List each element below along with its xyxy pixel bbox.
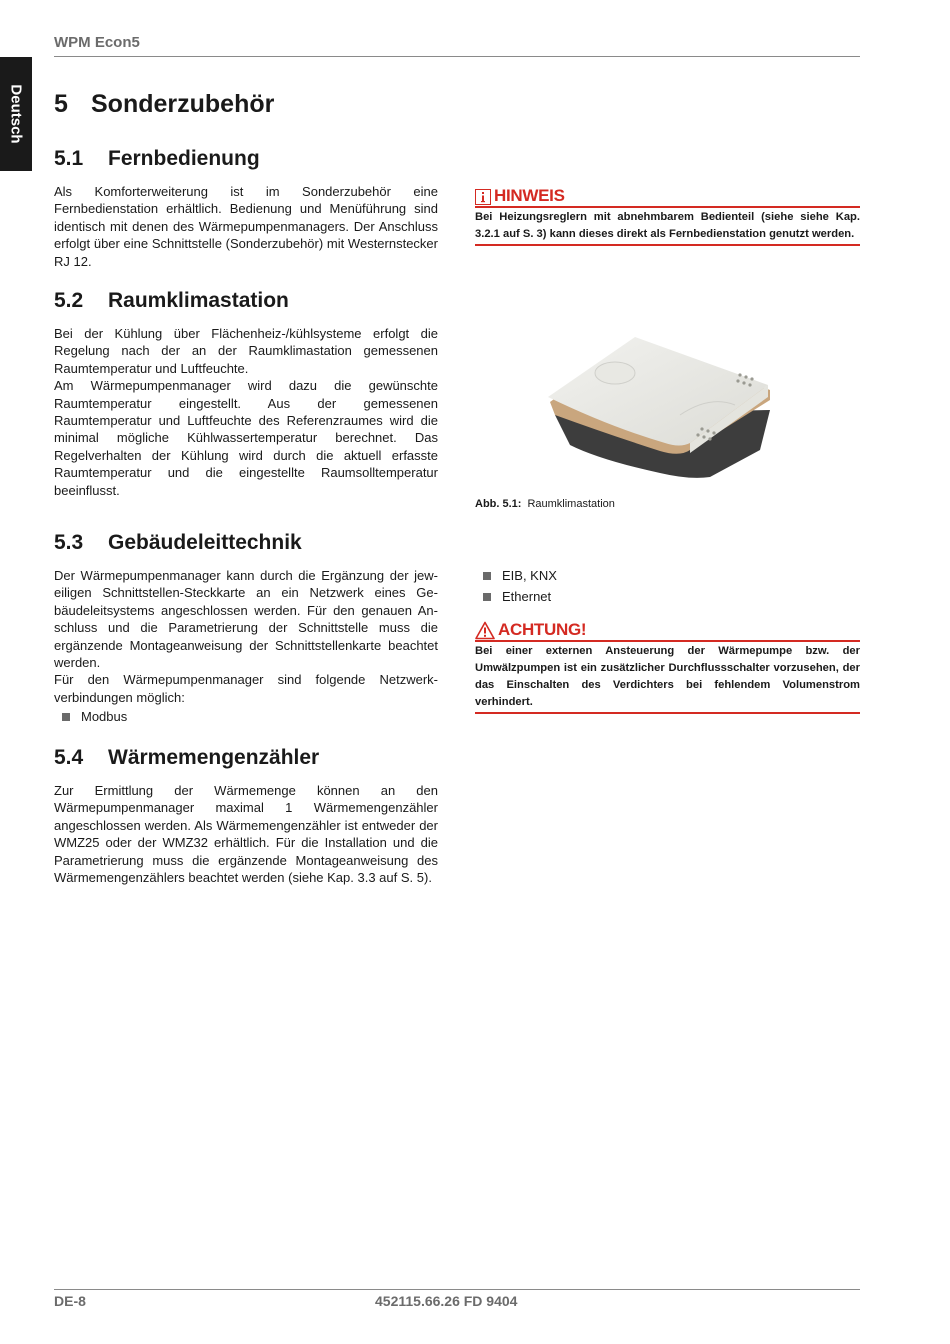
section-heading-5-1 (54, 147, 260, 171)
list-item: EIB, KNX (475, 567, 860, 584)
achtung-notice (475, 620, 860, 714)
achtung-text: Bei einer externen Ansteuerung der Wärmepumpe bzw. der Umwälzpumpen ist ein zusätzlicher Durchflussschalter vorzusehen, der das Einschalten des Verdichters bei fehlendem Volumenstrom verhindert. (475, 645, 860, 708)
section-5-1-body (54, 183, 438, 270)
bullet-square-icon (62, 713, 70, 721)
paragraph: Für den Wärmepumpenmanager sind folgende Netzwerkverbindungen möglich: (54, 672, 438, 705)
list-item: Modbus (54, 708, 438, 725)
section-title: Gebäudeleittechnik (108, 531, 302, 554)
achtung-rule-bottom (475, 712, 860, 714)
section-title: Wärmemengenzähler (108, 746, 320, 769)
list-item: Ethernet (475, 588, 860, 605)
section-title: Raumklimastation (108, 289, 289, 312)
paragraph: Zur Ermittlung der Wärmemenge können an den Wärmepumpenmanager maximal 1 Wärmemengenzähler angeschlossen werden. Als Wärmemengenzähler ist entweder der WMZ25 oder der WMZ32 erhältlich. Für die Installation und die Parametrierung muss die ergänzende Montageanweisung des Wärmemengenzählers beachtet werden (siehe Kap. 3.3 auf S. 5). (54, 783, 438, 886)
hinweis-text: Bei Heizungsreglern mit abnehmbarem Bedienteil (siehe siehe Kap. 3.2.1 auf S. 3) kann dieses direkt als Fernbedienstation genutzt werden. (475, 211, 860, 240)
figure-label: Abb. 5.1: (475, 498, 522, 510)
section-5-2-body (54, 325, 438, 499)
section-5-3-body (54, 567, 438, 726)
paragraph: Der Wärmepumpenmanager kann durch die Ergänzung der jeweiligen Schnittstellen-Steckkarte an ein Netzwerk eines Gebäudeleitsystems angeschlossen werden. Für den genauen Anschluss und die Parametrierung der Schnittstelle muss die ergänzende Montageanweisung der Schnittstellenkarte beachtet werden. (54, 568, 438, 671)
section-number: 5.4 (54, 746, 84, 769)
raumklimastation-photo (540, 335, 780, 485)
figure-caption (475, 498, 615, 510)
section-number: 5.2 (54, 289, 84, 312)
chapter-number: 5 (54, 90, 68, 118)
hinweis-header (475, 186, 860, 206)
language-tab-label: Deutsch (7, 84, 25, 144)
network-list-left (54, 708, 438, 725)
paragraph: Am Wärmepumpenmanager wird dazu die gewünschte Raumtemperatur eingestellt. Aus der gemessenen Raumtemperatur und Luftfeuchte des Referenzraumes wird die minimal mögliche Kühlwassertemperatur berechnet. Das Regelverhalten der Kühlung wird durch die aktuell erfasste Raumtemperatur und die eingestellte Raumsolltemperatur beeinflusst. (54, 378, 438, 498)
chapter-heading (54, 90, 274, 119)
language-tab (0, 57, 32, 171)
paragraph: Bei der Kühlung über Flächenheiz-/kühlsysteme erfolgt die Regelung nach der an der Raumklimastation gemessenen Raumtemperatur und Luftfeuchte. (54, 326, 438, 376)
hinweis-rule-bottom (475, 244, 860, 246)
achtung-header (475, 620, 860, 640)
figure-caption-text: Raumklimastation (527, 498, 615, 510)
section-title: Fernbedienung (108, 147, 260, 170)
hinweis-notice (475, 186, 860, 246)
paragraph: Als Komforterweiterung ist im Sonderzubehör eine Fernbedienstation erhältlich. Bedienung und Menüführung sind identisch mit denen des Wärmepumpenmanagers. Der Anschluss erfolgt über eine Schnittstelle (Sonderzubehör) mit Westernstecker RJ 12. (54, 184, 438, 269)
header-title: WPM Econ5 (54, 34, 140, 51)
footer-rule (54, 1289, 860, 1290)
chapter-title: Sonderzubehör (91, 90, 275, 118)
page-number: DE-8 (54, 1293, 86, 1309)
bullet-square-icon (483, 572, 491, 580)
section-number: 5.3 (54, 531, 84, 554)
section-5-4-body (54, 782, 438, 886)
header-rule (54, 56, 860, 57)
hinweis-title: HINWEIS (494, 186, 565, 205)
section-heading-5-4 (54, 746, 319, 770)
network-list-right (475, 567, 860, 606)
document-number: 452115.66.26 FD 9404 (375, 1293, 518, 1309)
section-heading-5-3 (54, 531, 302, 555)
warning-icon (475, 621, 495, 640)
section-heading-5-2 (54, 289, 289, 313)
section-number: 5.1 (54, 147, 84, 170)
bullet-square-icon (483, 593, 491, 601)
achtung-title: ACHTUNG! (498, 620, 587, 639)
info-icon (475, 189, 491, 205)
